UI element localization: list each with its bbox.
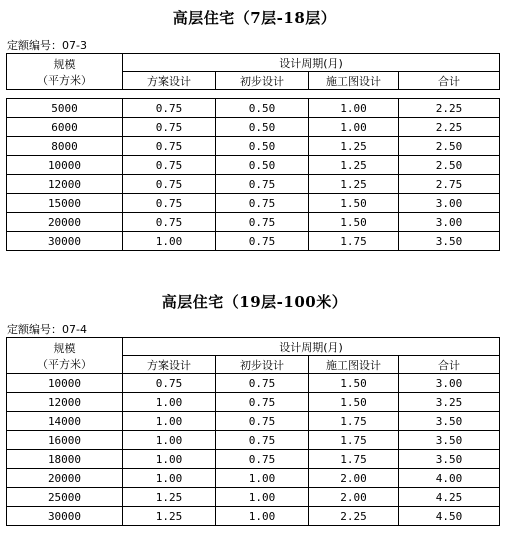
cell-scheme: 0.75: [123, 194, 216, 213]
table-07-3: [6, 53, 500, 251]
cell-total: 3.00: [399, 194, 500, 213]
cell-construction: 1.25: [309, 175, 399, 194]
col-total: 合计: [399, 72, 500, 90]
scale-unit: （平方米）: [37, 73, 92, 87]
cell-scale: 12000: [7, 175, 123, 194]
cell-construction: 2.00: [309, 469, 399, 488]
cell-total: 4.25: [399, 488, 500, 507]
table-row: [7, 469, 500, 488]
cell-preliminary: 0.75: [216, 374, 309, 393]
period-header: 设计周期(月): [123, 54, 500, 72]
period-header: 设计周期(月): [123, 338, 500, 356]
cell-scale: 20000: [7, 213, 123, 232]
table-row: [7, 507, 500, 526]
col-construction: 施工图设计: [309, 356, 399, 374]
cell-preliminary: 1.00: [216, 469, 309, 488]
table-row: [7, 488, 500, 507]
cell-scheme: 1.00: [123, 232, 216, 251]
cell-scale: 6000: [7, 118, 123, 137]
cell-scale: 5000: [7, 99, 123, 118]
cell-scheme: 1.00: [123, 393, 216, 412]
scale-header: [7, 338, 123, 374]
cell-scheme: 0.75: [123, 213, 216, 232]
col-scheme: 方案设计: [123, 72, 216, 90]
cell-scheme: 0.75: [123, 175, 216, 194]
cell-preliminary: 1.00: [216, 488, 309, 507]
table-row: [7, 213, 500, 232]
table-row: [7, 137, 500, 156]
cell-scheme: 0.75: [123, 118, 216, 137]
cell-scheme: 1.25: [123, 488, 216, 507]
table-row: [7, 99, 500, 118]
table-row: [7, 431, 500, 450]
cell-preliminary: 0.75: [216, 232, 309, 251]
cell-preliminary: 0.50: [216, 99, 309, 118]
cell-preliminary: 0.50: [216, 156, 309, 175]
cell-scheme: 1.00: [123, 431, 216, 450]
cell-construction: 1.00: [309, 99, 399, 118]
cell-total: 2.25: [399, 99, 500, 118]
cell-total: 4.00: [399, 469, 500, 488]
table-row: [7, 232, 500, 251]
table-row: [7, 450, 500, 469]
cell-scheme: 1.00: [123, 450, 216, 469]
cell-scale: 18000: [7, 450, 123, 469]
cell-total: 3.25: [399, 393, 500, 412]
cell-total: 2.75: [399, 175, 500, 194]
table-row: [7, 412, 500, 431]
cell-construction: 1.75: [309, 431, 399, 450]
cell-total: 3.50: [399, 412, 500, 431]
cell-scale: 20000: [7, 469, 123, 488]
cell-total: 3.00: [399, 374, 500, 393]
cell-scheme: 1.25: [123, 507, 216, 526]
cell-scale: 30000: [7, 232, 123, 251]
cell-preliminary: 0.75: [216, 175, 309, 194]
table-07-4: [6, 337, 500, 526]
cell-preliminary: 0.75: [216, 431, 309, 450]
col-scheme: 方案设计: [123, 356, 216, 374]
table-row: [7, 175, 500, 194]
cell-preliminary: 0.75: [216, 213, 309, 232]
cell-preliminary: 0.50: [216, 118, 309, 137]
cell-construction: 1.50: [309, 374, 399, 393]
cell-total: 3.50: [399, 450, 500, 469]
cell-scale: 25000: [7, 488, 123, 507]
cell-total: 2.50: [399, 137, 500, 156]
cell-construction: 1.50: [309, 393, 399, 412]
cell-construction: 2.25: [309, 507, 399, 526]
cell-scale: 8000: [7, 137, 123, 156]
scale-label: 规模: [53, 341, 76, 355]
cell-construction: 2.00: [309, 488, 399, 507]
table-row: [7, 118, 500, 137]
cell-preliminary: 0.75: [216, 450, 309, 469]
cell-total: 2.25: [399, 118, 500, 137]
cell-scale: 10000: [7, 374, 123, 393]
cell-preliminary: 0.75: [216, 412, 309, 431]
cell-construction: 1.50: [309, 194, 399, 213]
cell-preliminary: 0.50: [216, 137, 309, 156]
col-total: 合计: [399, 356, 500, 374]
cell-scheme: 0.75: [123, 374, 216, 393]
section1-title: 高层住宅（7层-18层）: [172, 9, 337, 27]
cell-preliminary: 0.75: [216, 393, 309, 412]
table-row: [7, 156, 500, 175]
scale-unit: （平方米）: [37, 357, 92, 371]
cell-scale: 12000: [7, 393, 123, 412]
cell-total: 2.50: [399, 156, 500, 175]
cell-scheme: 1.00: [123, 412, 216, 431]
section1-code: 定额编号：07-3: [7, 39, 87, 52]
cell-construction: 1.00: [309, 118, 399, 137]
cell-total: 3.50: [399, 431, 500, 450]
table-row: [7, 194, 500, 213]
cell-scale: 10000: [7, 156, 123, 175]
table-row: [7, 374, 500, 393]
section2-code: 定额编号：07-4: [7, 323, 87, 336]
cell-scheme: 0.75: [123, 99, 216, 118]
col-preliminary: 初步设计: [216, 72, 309, 90]
cell-total: 3.50: [399, 232, 500, 251]
cell-construction: 1.50: [309, 213, 399, 232]
scale-header: [7, 54, 123, 90]
cell-scheme: 0.75: [123, 156, 216, 175]
cell-construction: 1.75: [309, 450, 399, 469]
cell-scale: 14000: [7, 412, 123, 431]
cell-scale: 15000: [7, 194, 123, 213]
table-row: [7, 393, 500, 412]
cell-scale: 16000: [7, 431, 123, 450]
cell-construction: 1.75: [309, 412, 399, 431]
cell-total: 3.00: [399, 213, 500, 232]
cell-preliminary: 1.00: [216, 507, 309, 526]
col-construction: 施工图设计: [309, 72, 399, 90]
cell-scale: 30000: [7, 507, 123, 526]
cell-construction: 1.25: [309, 137, 399, 156]
cell-scheme: 0.75: [123, 137, 216, 156]
col-preliminary: 初步设计: [216, 356, 309, 374]
cell-scheme: 1.00: [123, 469, 216, 488]
cell-preliminary: 0.75: [216, 194, 309, 213]
cell-construction: 1.25: [309, 156, 399, 175]
scale-label: 规模: [53, 57, 76, 71]
cell-total: 4.50: [399, 507, 500, 526]
cell-construction: 1.75: [309, 232, 399, 251]
section2-title: 高层住宅（19层-100米）: [161, 293, 348, 311]
